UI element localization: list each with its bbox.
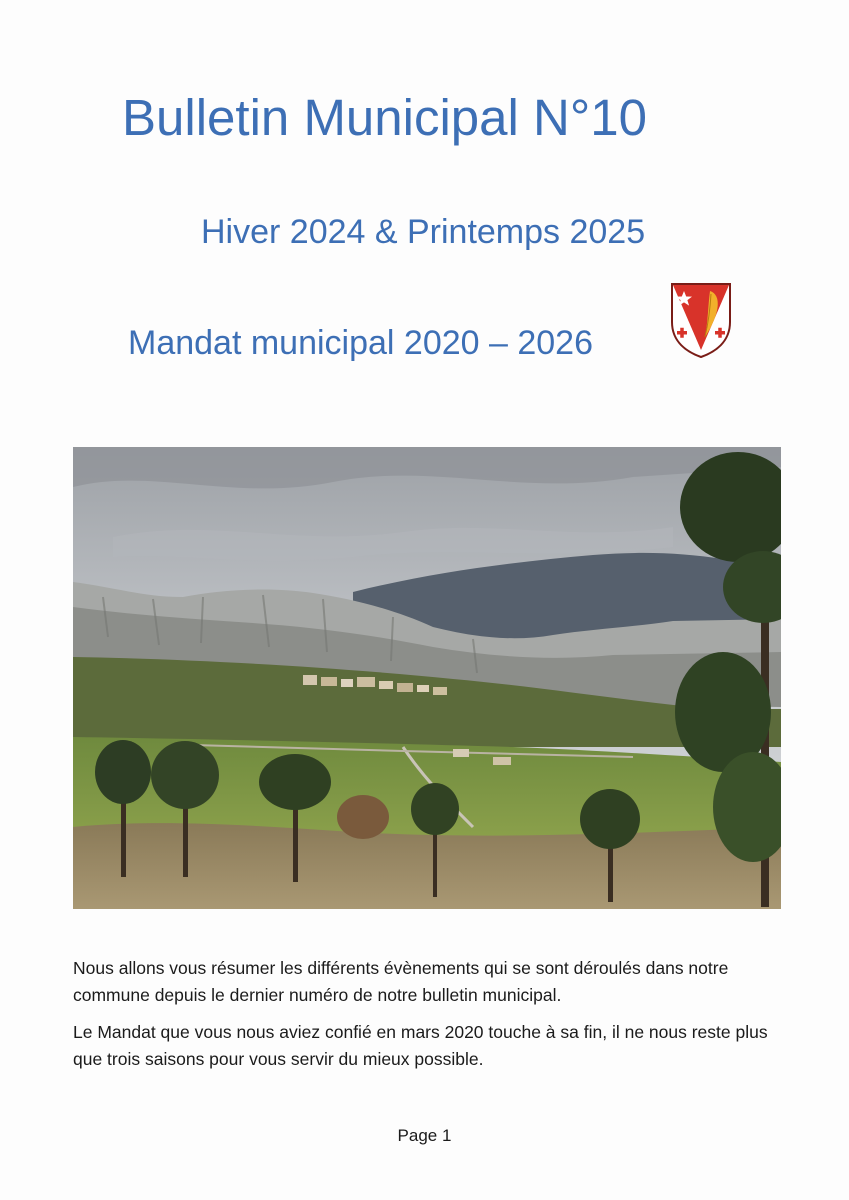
- landscape-photo: [73, 447, 781, 909]
- landscape-illustration: [73, 447, 781, 909]
- season-subtitle: Hiver 2024 & Printemps 2025: [201, 213, 646, 251]
- mandate-heading: Mandat municipal 2020 – 2026: [128, 324, 593, 362]
- coat-of-arms-icon: [670, 282, 732, 358]
- intro-paragraph: Nous allons vous résumer les différents évènements qui se sont déroulés dans notre commune depuis le dernier numéro de notre bulletin municipal.: [73, 958, 729, 1005]
- page-number: Page 1: [397, 1126, 452, 1145]
- bulletin-title: Bulletin Municipal N°10: [122, 89, 647, 146]
- intro-text: [73, 955, 773, 1083]
- mandate-paragraph: Le Mandat que vous nous aviez confié en mars 2020 touche à sa fin, il ne nous reste plus que trois saisons pour vous servir du mieux possible.: [73, 1022, 768, 1069]
